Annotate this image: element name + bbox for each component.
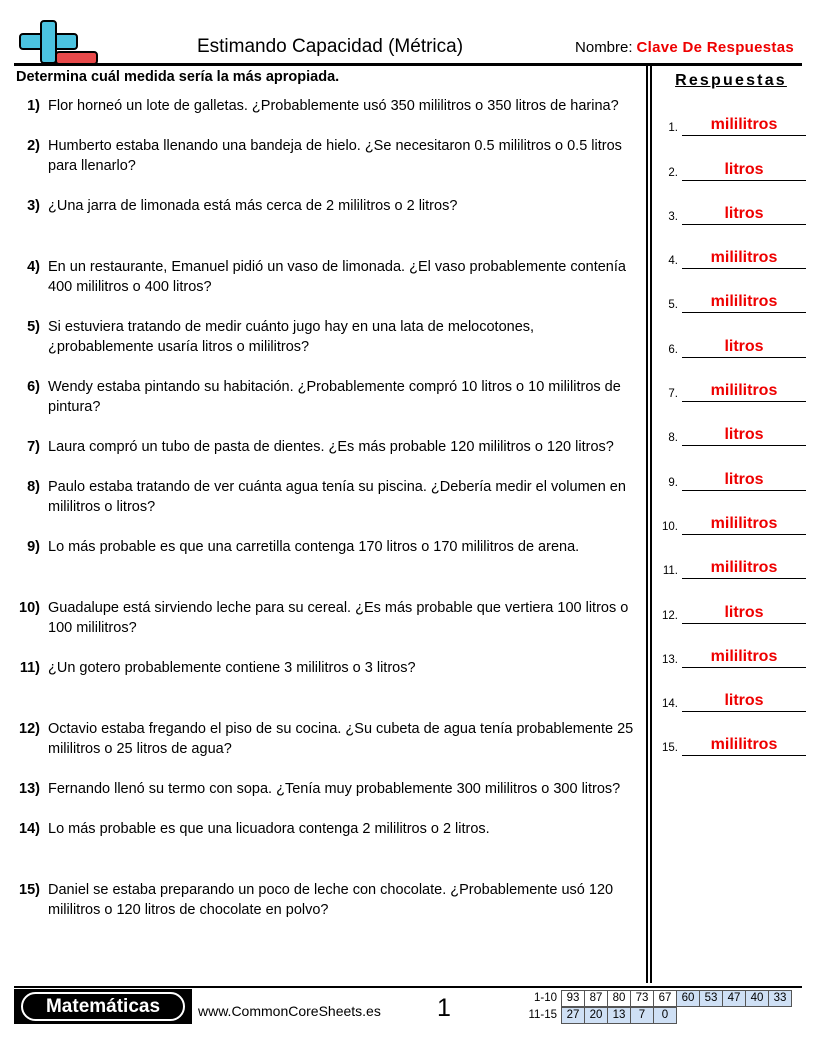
score-cell: 67 [653,990,677,1007]
question-text: Laura compró un tubo de pasta de dientes. ¿Es más probable 120 mililitros o 120 litros? [48,439,614,455]
score-cell: 7 [630,1007,654,1024]
question-number: 14) [19,821,40,837]
score-cell: 33 [768,990,792,1007]
score-cell: 60 [676,990,700,1007]
answer-value[interactable]: mililitros [682,381,806,402]
answer-value[interactable]: litros [682,691,806,712]
answer-number: 11. [662,565,678,578]
score-cell-empty [699,1007,723,1024]
answer-number: 13. [662,653,678,666]
answer-value[interactable]: litros [682,425,806,446]
question-text: Paulo estaba tratando de ver cuánta agua tenía su piscina. ¿Debería medir el volumen en mililitros o litros? [48,479,626,515]
answer-item [656,712,806,756]
answer-value[interactable]: litros [682,470,806,491]
answer-number: 12. [662,609,678,622]
answer-item [656,535,806,579]
question-item [14,880,640,920]
question-item [14,96,640,116]
question-item [14,136,640,176]
questions-list [14,96,640,920]
question-text: Daniel se estaba preparando un poco de leche con chocolate. ¿Probablemente usó 120 mililitros o 120 litros de chocolate en polvo? [48,882,614,918]
answer-value[interactable]: litros [682,204,806,225]
score-row [524,1007,792,1024]
question-item [14,819,640,839]
question-item [14,719,640,759]
answer-item [656,92,806,136]
column-divider [646,66,652,983]
answer-number: 3. [668,210,678,223]
score-cell: 80 [607,990,631,1007]
score-cell: 0 [653,1007,677,1024]
answer-number: 4. [668,255,678,268]
answer-value[interactable]: litros [682,337,806,358]
question-text: Wendy estaba pintando su habitación. ¿Probablemente compró 10 litros o 10 mililitros de pintura? [48,379,621,415]
answer-value[interactable]: mililitros [682,647,806,668]
answer-value[interactable]: mililitros [682,514,806,535]
question-item [14,598,640,638]
question-item [14,537,640,557]
answer-number: 8. [668,432,678,445]
name-label: Nombre: [575,39,633,56]
question-text: Octavio estaba fregando el piso de su cocina. ¿Su cubeta de agua tenía probablemente 25 mililitros o 25 litros de agua? [48,721,634,757]
directions-text: Determina cuál medida sería la más apropiada. [16,69,340,85]
question-item [14,377,640,417]
score-cell: 20 [584,1007,608,1024]
question-number: 1) [27,98,40,114]
name-field-block [575,39,794,57]
question-number: 4) [27,259,40,275]
answer-item [656,446,806,490]
question-item [14,779,640,799]
question-number: 3) [27,198,40,214]
question-item [14,477,640,517]
score-cell-empty [745,1007,769,1024]
answer-number: 6. [668,343,678,356]
question-number: 11) [19,660,40,676]
answer-number: 1. [668,122,678,135]
answer-item [656,225,806,269]
answer-item [656,668,806,712]
answer-item [656,313,806,357]
question-number: 2) [27,138,40,154]
answer-number: 14. [662,698,678,711]
score-row [524,990,792,1007]
answer-value[interactable]: litros [682,160,806,181]
question-item [14,658,640,678]
score-cell: 40 [745,990,769,1007]
question-number: 9) [27,539,40,555]
footer-divider [14,986,802,988]
answer-value[interactable]: mililitros [682,115,806,136]
answer-item [656,579,806,623]
question-text: Guadalupe está sirviendo leche para su cereal. ¿Es más probable que vertiera 100 litros o 100 mililitros? [48,600,629,636]
answer-value[interactable]: mililitros [682,735,806,756]
question-text: ¿Una jarra de limonada está más cerca de 2 mililitros o 2 litros? [48,198,458,214]
question-text: En un restaurante, Emanuel pidió un vaso de limonada. ¿El vaso probablemente contenía 400 mililitros o 400 litros? [48,259,626,295]
score-cell: 27 [561,1007,585,1024]
question-number: 10) [19,600,40,616]
answer-item [656,181,806,225]
answer-item [656,624,806,668]
answer-value[interactable]: mililitros [682,292,806,313]
answer-item [656,136,806,180]
question-number: 15) [19,882,40,898]
brand-logo-label: Matemáticas [21,992,185,1021]
question-text: Flor horneó un lote de galletas. ¿Probablemente usó 350 mililitros o 350 litros de harina? [48,98,619,114]
question-item [14,437,640,457]
answer-value[interactable]: mililitros [682,558,806,579]
answer-number: 15. [662,742,678,755]
answer-number: 10. [662,520,678,533]
question-text: Si estuviera tratando de medir cuánto jugo hay en una lata de melocotones, ¿probablemente usaría litros o mililitros? [48,319,535,355]
score-cell: 73 [630,990,654,1007]
score-cell: 87 [584,990,608,1007]
question-item [14,317,640,357]
score-cell: 13 [607,1007,631,1024]
answer-item [656,491,806,535]
site-url: www.CommonCoreSheets.es [198,1003,381,1019]
header-divider [14,63,802,66]
question-item [14,196,640,216]
score-cell-empty [768,1007,792,1024]
question-number: 13) [19,781,40,797]
answer-number: 7. [668,388,678,401]
brand-logo [14,989,192,1024]
question-text: Fernando llenó su termo con sopa. ¿Tenía muy probablemente 300 mililitros o 300 litros? [48,781,621,797]
answers-heading: Respuestas [675,72,787,89]
score-table [524,990,792,1024]
plus-minus-icon [14,20,106,66]
answer-item [656,358,806,402]
question-text: Lo más probable es que una carretilla contenga 170 litros o 170 mililitros de arena. [48,539,580,555]
question-text: ¿Un gotero probablemente contiene 3 mililitros o 3 litros? [48,660,416,676]
score-row-label: 11-15 [528,1009,557,1021]
score-row-label: 1-10 [533,992,557,1004]
score-cell: 93 [561,990,585,1007]
score-cell-empty [722,1007,746,1024]
answer-value[interactable]: mililitros [682,248,806,269]
answer-number: 5. [668,299,678,312]
question-item [14,257,640,297]
name-value: Clave De Respuestas [636,39,794,56]
question-number: 6) [27,379,40,395]
score-cell: 53 [699,990,723,1007]
page-title: Estimando Capacidad (Métrica) [196,36,464,57]
score-cell-empty [676,1007,700,1024]
question-number: 7) [27,439,40,455]
page-number: 1 [437,994,451,1022]
answer-number: 2. [668,166,678,179]
answers-panel [656,68,806,756]
answer-number: 9. [668,476,678,489]
question-text: Humberto estaba llenando una bandeja de hielo. ¿Se necesitaron 0.5 mililitros o 0.5 litros para llenarlo? [48,138,622,174]
score-cell: 47 [722,990,746,1007]
answer-item [656,269,806,313]
question-number: 8) [27,479,40,495]
question-number: 12) [19,721,40,737]
answer-value[interactable]: litros [682,603,806,624]
page-header [0,0,816,64]
answer-item [656,402,806,446]
question-number: 5) [27,319,40,335]
question-text: Lo más probable es que una licuadora contenga 2 mililitros o 2 litros. [48,821,490,837]
